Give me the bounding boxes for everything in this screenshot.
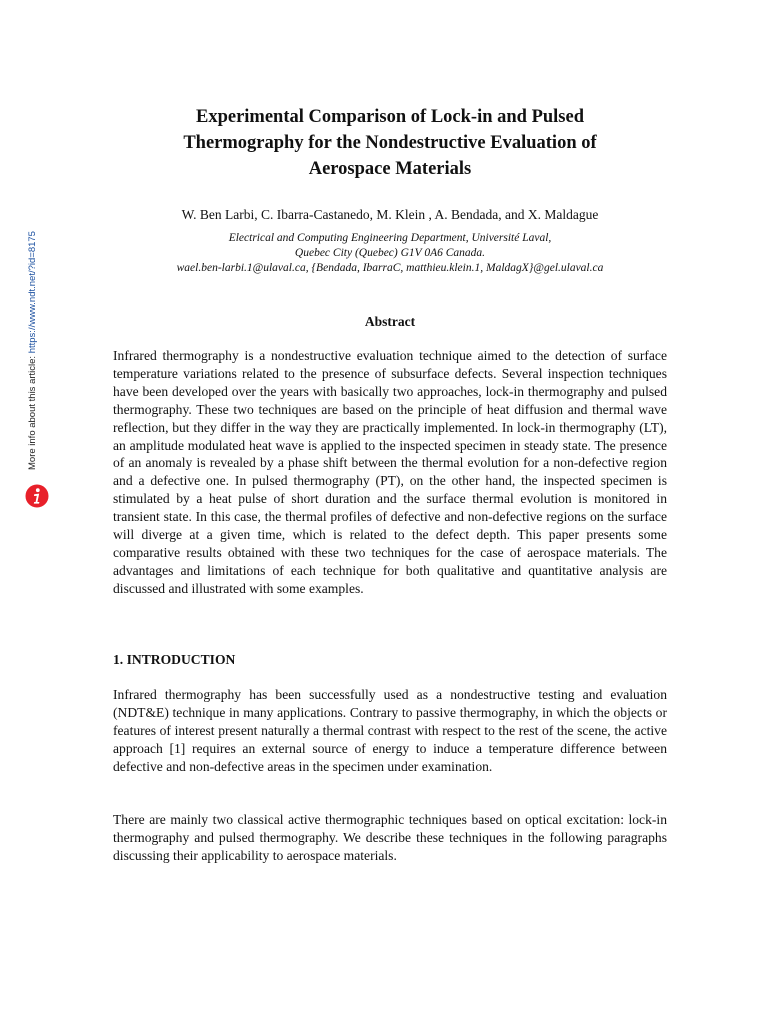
sidebar-article-link-text[interactable] xyxy=(27,231,39,470)
sidebar-link[interactable]: https://www.ndt.net/?id=8175 xyxy=(27,231,38,354)
title-line: Aerospace Materials xyxy=(308,159,472,179)
title-line: Thermography for the Nondestructive Evaluation of xyxy=(183,133,597,153)
intro-paragraph-1: Infrared thermography has been successfully used as a nondestructive testing and evaluation (NDT&E) technique in many applications. Contrary to passive thermography, in which the objects or features of interest present naturally a thermal contrast with respect to the rest of the scene, the active approach [1] requires an external source of energy to induce a temperature difference between defective and non-defective areas in the specimen under examination. xyxy=(113,687,667,774)
affiliation-line: Quebec City (Quebec) G1V 0A6 Canada. xyxy=(294,247,486,259)
info-icon[interactable] xyxy=(24,483,50,509)
affiliation-emails: wael.ben-larbi.1@ulaval.ca, {Bendada, IbarraC, matthieu.klein.1, MaldagX}@gel.ulaval.ca xyxy=(176,262,604,274)
sidebar-prefix: More info about this article: xyxy=(27,353,38,470)
title-line: Experimental Comparison of Lock-in and Pulsed xyxy=(195,107,585,127)
abstract-heading: Abstract xyxy=(364,314,416,329)
author-list: W. Ben Larbi, C. Ibarra-Castanedo, M. Klein , A. Bendada, and X. Maldague xyxy=(181,207,599,222)
affiliation xyxy=(112,231,668,276)
paper-title xyxy=(112,104,668,182)
abstract-text: Infrared thermography is a nondestructive evaluation technique aimed to the detection of surface temperature variations related to the presence of subsurface defects. Several inspection techniques have been developed over the years with basically two approaches, lock-in thermography and pulsed thermography. These two techniques are based on the principle of heat diffusion and thermal wave reflection, but they differ in the way they are practically implemented. In lock-in thermography (LT), an amplitude modulated heat wave is applied to the inspected specimen in steady state. The presence of an anomaly is revealed by a phase shift between the thermal evolution for a non-defective region and a defective one. In pulsed thermography (PT), on the other hand, the inspected specimen is stimulated by a heat pulse of short duration and the surface thermal evolution is monitored in transient state. In this case, the thermal profiles of defective and non-defective regions on the surface will diverge at a given time, which is related to the defect depth. This paper presents some comparative results obtained with these two techniques for the case of aerospace materials. The advantages and limitations of each technique for both qualitative and quantitative analysis are discussed and illustrated with some examples. xyxy=(113,348,667,596)
section-heading-introduction: 1. INTRODUCTION xyxy=(113,652,236,667)
intro-paragraph-2: There are mainly two classical active thermographic techniques based on optical excitation: lock-in thermography and pulsed thermography. We describe these techniques in the following paragraphs discussing their applicability to aerospace materials. xyxy=(113,812,667,863)
affiliation-line: Electrical and Computing Engineering Department, Université Laval, xyxy=(228,232,552,244)
